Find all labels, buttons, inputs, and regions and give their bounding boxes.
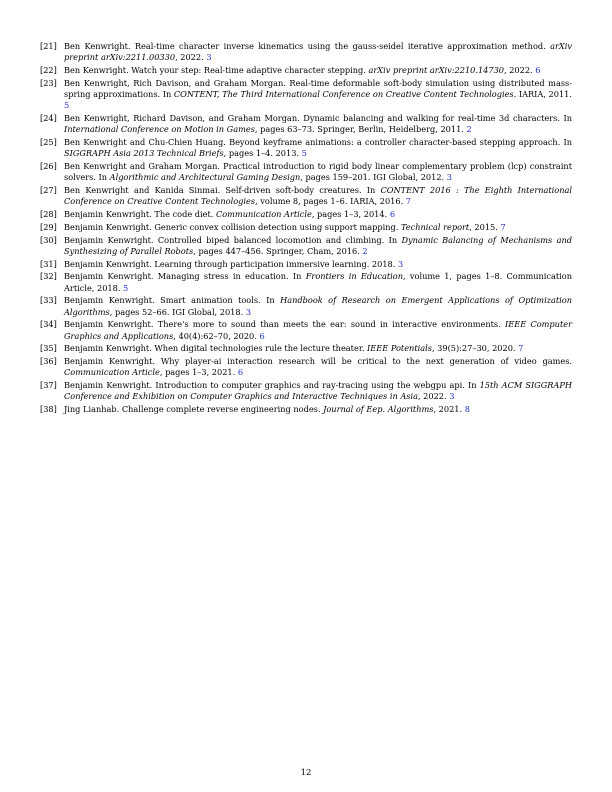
reference-number: [36] [40,356,57,367]
reference-venue: International Conference on Motion in Games [64,124,255,135]
reference-text: Ben Kenwright, Rich Davison, and Graham Morgan. Real-time deformable soft-body simulation using distributed mass-spring approximations. In [64,77,572,99]
reference-venue: Technical report [400,221,470,232]
reference-details: , pages 1–4. 2013. [223,148,302,159]
backref-link[interactable]: 7 [500,221,506,232]
reference-venue: IEEE Potentials [367,343,432,354]
reference-item [40,259,572,270]
backref-link[interactable]: 2 [362,245,368,256]
reference-venue: IEEE Computer Graphics and Applications [64,319,572,341]
reference-venue: Handbook of Research on Emergent Applications of Optimization Algorithms [64,295,572,317]
reference-text: Ben Kenwright. Real-time character inverse kinematics using the gauss-seidel iterative approximation method. [64,41,551,51]
reference-details: , 40(4):62–70, 2020. [173,330,260,341]
reference-details: , pages 52–66. IGI Global, 2018. [109,306,246,317]
reference-number: [37] [40,380,57,391]
reference-text: Benjamin Kenwright. Managing stress in education. In [64,271,306,282]
reference-item [40,65,572,76]
reference-number: [30] [40,234,57,245]
reference-text: Benjamin Kenwright. Learning through participation immersive learning. 2018. [64,258,398,269]
reference-venue: SIGGRAPH Asia 2013 Technical Briefs [64,148,224,159]
reference-text: Ben Kenwright and Graham Morgan. Practical introduction to rigid body linear complementary problem (lcp) constraint solvers. In [64,161,572,183]
reference-number: [38] [40,404,57,415]
reference-details: , 2015. [469,221,501,232]
reference-details: , 2022. [504,65,536,75]
reference-details: , 2022. [417,391,450,402]
reference-item [40,356,572,378]
reference-text: Benjamin Kenwright. Generic convex collision detection using support mapping. [64,221,401,232]
reference-venue: Algorithmic and Architectural Gaming Design [109,172,301,183]
reference-number: [34] [40,319,57,330]
reference-item [40,235,572,257]
reference-item [40,222,572,233]
reference-item [40,78,572,112]
reference-number: [23] [40,77,57,88]
reference-number: [26] [40,161,57,171]
reference-item [40,185,572,207]
backref-link[interactable]: 6 [237,367,244,378]
backref-link[interactable]: 6 [535,65,541,75]
reference-details: , volume 8, pages 1–6. IARIA, 2016. [255,196,406,207]
reference-text: Jing Lianhab. Challenge complete reverse engineering nodes. [64,404,324,415]
reference-venue: 15th ACM SIGGRAPH Conference and Exhibition on Computer Graphics and Interactive Techniques in Asia [64,380,572,402]
backref-link[interactable]: 6 [259,330,265,341]
reference-item [40,319,572,341]
backref-link[interactable]: 5 [123,282,129,293]
reference-text: Benjamin Kenwright. When digital technologies rule the lecture theater. [64,343,368,354]
reference-item [40,404,572,415]
reference-item [40,271,572,293]
backref-link[interactable]: 5 [64,100,70,111]
reference-details: , volume 1, pages 1–8. Communication Article, 2018. [64,271,572,293]
reference-number: [28] [40,209,57,219]
reference-details: , pages 159–201. IGI Global, 2012. [300,172,447,183]
backref-link[interactable]: 3 [206,52,212,63]
reference-number: [33] [40,295,57,306]
backref-link[interactable]: 7 [405,196,411,207]
reference-text: Ben Kenwright, Richard Davison, and Graham Morgan. Dynamic balancing and walking for real-time 3d characters. In [64,113,572,123]
reference-item [40,161,572,183]
reference-venue: Communication Article [215,209,312,219]
reference-text: Benjamin Kenwright. Smart animation tools. In [64,295,281,306]
reference-text: Benjamin Kenwright. The code diet. [64,209,216,219]
reference-text: Benjamin Kenwright. Controlled biped balanced locomotion and climbing. In [64,234,402,245]
reference-venue: Communication Article [64,367,160,378]
reference-details: , 2021. [433,404,465,415]
reference-number: [31] [40,258,57,269]
backref-link[interactable]: 5 [301,148,307,159]
reference-details: , pages 1–3, 2021. [159,367,238,378]
reference-details: , pages 1–3, 2014. [311,209,390,219]
reference-details: . IARIA, 2011. [513,89,572,99]
backref-link[interactable]: 3 [397,258,404,269]
reference-number: [32] [40,271,57,282]
backref-link[interactable]: 2 [466,124,472,135]
reference-details: , 39(5):27–30, 2020. [431,343,519,354]
backref-link[interactable]: 3 [446,172,452,183]
reference-text: Ben Kenwright and Chu-Chien Huang. Beyond keyframe animations: a controller character-based stepping approach. In [64,137,572,147]
reference-text: Benjamin Kenwright. Introduction to computer graphics and ray-tracing using the webgpu api. In [64,380,480,391]
backref-link[interactable]: 3 [245,306,252,317]
reference-number: [21] [40,41,57,51]
reference-text: Ben Kenwright. Watch your step: Real-time adaptive character stepping. [64,65,369,75]
reference-text: Benjamin Kenwright. Why player-ai interaction research will be critical to the next generation of video games. [64,356,572,367]
reference-number: [27] [40,185,57,195]
reference-number: [35] [40,343,57,354]
reference-venue: Journal of Eep. Algorithms [323,404,434,415]
reference-item [40,209,572,220]
reference-text: Ben Kenwright and Kanida Sinmai. Self-driven soft-body creatures. In [64,185,381,195]
reference-details: , pages 63–73. Springer, Berlin, Heidelberg, 2011. [254,124,467,135]
reference-list [40,41,572,417]
reference-item [40,343,572,354]
reference-number: [29] [40,221,57,232]
reference-item [40,41,572,63]
reference-venue: Frontiers in Education [305,271,403,282]
reference-venue: Dynamic Balancing of Mechanisms and Synthesizing of Parallel Robots [64,234,573,256]
reference-text: Benjamin Kenwright. There's more to sound than meets the ear: sound in interactive environments. [64,319,506,330]
reference-item [40,113,572,135]
backref-link[interactable]: 6 [389,209,396,219]
reference-venue: arXiv preprint arXiv:2211.00330 [64,41,572,63]
backref-link[interactable]: 8 [464,404,470,415]
reference-venue: CONTENT, The Third International Conference on Creative Content Technologies [173,89,514,99]
reference-item [40,295,572,317]
reference-venue: arXiv preprint arXiv:2210.14730 [368,65,505,75]
page-number: 12 [300,768,312,778]
reference-item [40,380,572,402]
reference-venue: CONTENT 2016 : The Eighth International Conference on Creative Content Technologies [64,185,572,207]
reference-number: [22] [40,65,57,75]
backref-link[interactable]: 7 [518,343,524,354]
backref-link[interactable]: 3 [449,391,455,402]
reference-details: , 2022. [175,52,207,63]
reference-number: [25] [40,137,57,147]
reference-details: , pages 447–456. Springer, Cham, 2016. [193,245,363,256]
reference-item [40,137,572,159]
reference-number: [24] [40,113,57,123]
